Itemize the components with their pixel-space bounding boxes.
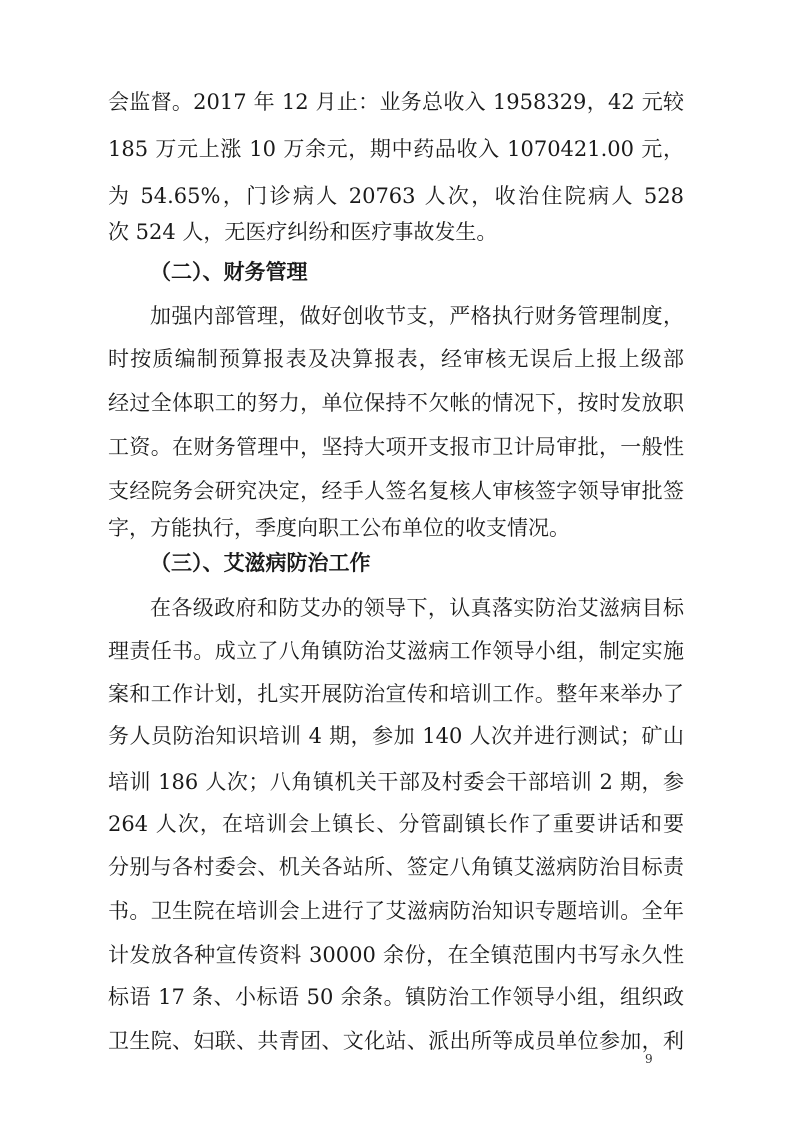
page-number: 9 [645, 1052, 653, 1066]
paragraph-line: 加强内部管理，做好创收节支，严格执行财务管理制度， [150, 304, 684, 328]
paragraph-line: 书。卫生院在培训会上进行了艾滋病防治知识专题培训。全年 [108, 899, 684, 923]
paragraph-line: 在各级政府和防艾办的领导下，认真落实防治艾滋病目标 [150, 596, 684, 620]
paragraph-line: 分别与各村委会、机关各站所、签定八角镇艾滋病防治目标责 [108, 855, 684, 879]
paragraph-line: 为 54.65%，门诊病人 20763 人次，收治住院病人 528 [108, 184, 684, 208]
paragraph-line: 264 人次，在培训会上镇长、分管副镇长作了重要讲话和要 [108, 812, 684, 836]
paragraph-line: 次 524 人，无医疗纠纷和医疗事故发生。 [108, 220, 498, 244]
paragraph-line: 计发放各种宣传资料 30000 余份，在全镇范围内书写永久性 [108, 943, 684, 967]
paragraph-line: 理责任书。成立了八角镇防治艾滋病工作领导小组，制定实施 [108, 639, 684, 663]
paragraph-line: 工资。在财务管理中，坚持大项开支报市卫计局审批，一般性 [108, 435, 684, 459]
paragraph-line: 185 万元上涨 10 万余元，期中药品收入 1070421.00 元， [108, 137, 684, 161]
section-heading-aids: （三）、艾滋病防治工作 [150, 551, 371, 575]
paragraph-line: 案和工作计划，扎实开展防治宣传和培训工作。整年来举办了 [108, 682, 684, 706]
paragraph-line: 标语 17 条、小标语 50 余条。镇防治工作领导小组，组织政 [108, 985, 684, 1009]
paragraph-line: 会监督。2017 年 12 月止：业务总收入 1958329，42 元较 [108, 90, 684, 114]
paragraph-line: 卫生院、妇联、共青团、文化站、派出所等成员单位参加，利 [108, 1029, 684, 1053]
paragraph-line: 务人员防治知识培训 4 期，参加 140 人次并进行测试；矿山 [108, 724, 684, 748]
section-heading-finance: （二）、财务管理 [150, 260, 308, 284]
paragraph-line: 字，方能执行，季度向职工公布单位的收支情况。 [108, 516, 570, 540]
paragraph-line: 支经院务会研究决定，经手人签名复核人审核签字领导审批签 [108, 479, 684, 503]
paragraph-line: 经过全体职工的努力，单位保持不欠帐的情况下，按时发放职 [108, 391, 684, 415]
paragraph-line: 培训 186 人次；八角镇机关干部及村委会干部培训 2 期，参 [108, 770, 684, 794]
paragraph-line: 时按质编制预算报表及决算报表，经审核无误后上报上级部 [108, 347, 684, 371]
